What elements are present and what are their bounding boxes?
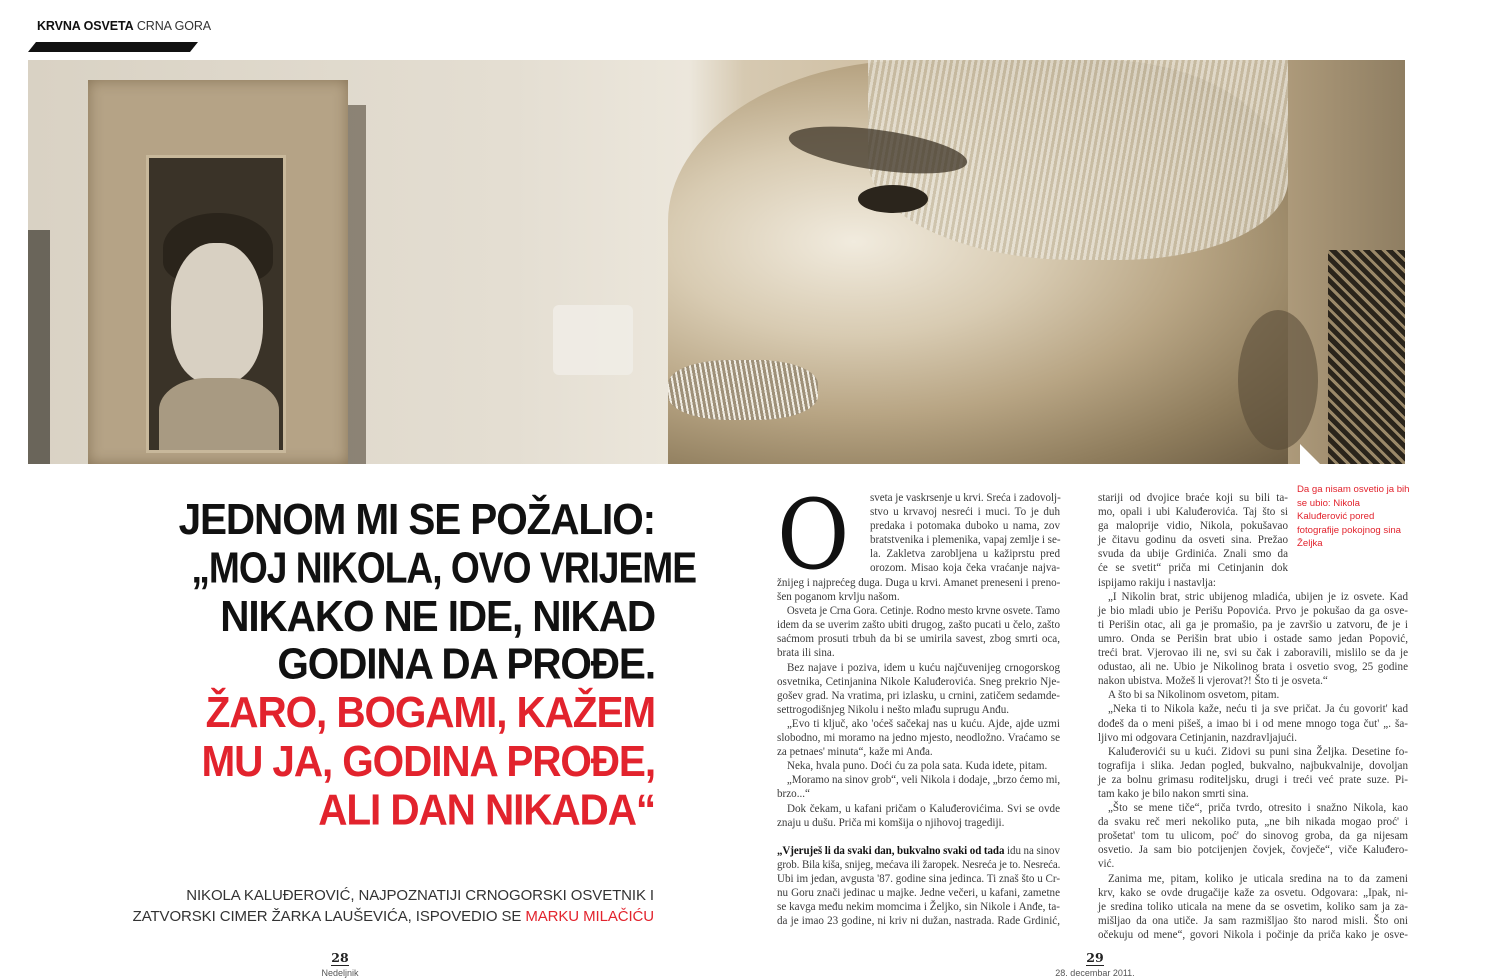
text-line: nu Goru znači jedinac u majke. Jedne večeri, u kafani, zametne (777, 886, 1060, 899)
man-jacket (1328, 250, 1405, 464)
text-line: „Neka ti to Nikola kaže, neću ti ja sve pričat. Ja ću govorit' kad (1108, 703, 1408, 716)
text-line: prošetat' tom tu ulicom, poć' do sinovog groba, da ga nijesam (1098, 830, 1408, 843)
candle-holder (553, 305, 633, 375)
section-label-light: CRNA GORA (136, 19, 211, 33)
section-label (37, 19, 211, 33)
man-ear (1238, 310, 1318, 450)
dropcap-lines (870, 491, 1060, 576)
section-bar (28, 42, 198, 52)
text-line: Osveta je Crna Gora. Cetinje. Rodno mesto krvne osvete. Tamo (786, 605, 1060, 618)
paragraph-spacer (777, 830, 1060, 844)
text-line: ti Perišin otac, ali ga je promašio, pa je završio u zatvoru, đe je i (1098, 618, 1408, 631)
text-line: tografija i slika. Jedan pogled, bukvalno, najbukvalnije, dovoljan (1098, 759, 1408, 772)
lead-rest: idu na sinov (1007, 844, 1060, 857)
photo-dark-edge (28, 230, 50, 464)
portrait-face (171, 243, 263, 383)
man-eye (858, 185, 928, 213)
text-line: A što bi sa Nikolinom osvetom, pitam. (1108, 689, 1280, 702)
portrait-collar (159, 378, 279, 453)
text-line: ispijamo rakiju i nastavlja: (1098, 576, 1217, 589)
text-line: grob. Bila kiša, snijeg, mećava ili žaropek. Nesreća je to. Nesreća. (777, 858, 1061, 871)
text-line: idem da se uverim zašto ubiti drugog, zašto pucati u čelo, zašto (777, 619, 1060, 632)
text-line: saćmom prosuti trbuh da bi se umirila savest, zbog smrti oca, (777, 633, 1060, 646)
text-line: gošev grad. Na vratima, pri izlasku, u crnini, zatičem sedamde- (777, 689, 1060, 702)
text-line: za petnaes' minuta“, kaže mi Anđa. (777, 746, 933, 759)
issue-date: 28. decembar 2011. (1055, 968, 1135, 978)
portrait-of-son (146, 155, 286, 453)
dropcap: O (777, 479, 850, 591)
caption-pointer-icon (1300, 444, 1322, 464)
text-line: brata ili sina. (777, 647, 835, 660)
text-line: Dok čekam, u kafani pričam o Kaluđerovićima. Svi se ovde (787, 802, 1060, 815)
text-line: Ubi im jedan, avgusta '87. godine sina jedinca. Ti znaš što u Cr- (777, 872, 1061, 885)
text-line: „I Nikolin brat, stric ubijenog mladića, ubijen je iz osvete. Kad (1108, 590, 1408, 603)
page-number-right: 29 (1086, 950, 1104, 965)
text-line: da je imao 23 godine, ni kriv ni dužan, nastrada. Rade Grdinić, (777, 915, 1060, 928)
man-mustache (668, 360, 818, 420)
text-line: ljivo mi odgovara Cetinjanin, nazdravljajući. (1098, 731, 1298, 744)
section-label-bold: KRVNA OSVETA (37, 19, 134, 33)
article-column-1 (777, 479, 1061, 928)
text-line: je za bolnu grimasu roditeljsku, drugi i treći već prate suze. Pi- (1098, 773, 1408, 786)
headline-line: GODINA DA PROĐE. (277, 639, 655, 689)
text-line: nakon ubistva. Možeš li vjerovat?! Što ti je osveta.“ (1098, 675, 1328, 688)
page-number-left: 28 (331, 950, 349, 965)
text-line: la. Zakletva zarobljena u kažiprstu pred (870, 548, 1060, 561)
text-line: umro. Onda se Perišin brat ubio i ostade samo jedan Popović, (1098, 632, 1408, 645)
headline-line-red: ŽARO, BOGAMI, KAŽEM (205, 687, 655, 738)
headline-line: NIKAKO NE IDE, NIKAD (220, 590, 655, 641)
text-line: Bez najave i poziva, idem u kuću najčuvenijeg crnogorskog (787, 661, 1060, 674)
deck-line: NIKOLA KALUĐEROVIĆ, NAJPOZNATIJI CRNOGORSKI OSVETNIK I (186, 887, 654, 904)
deck-line (130, 906, 654, 927)
text-line: mišljao da ona utiče. Ja sam razmišljao što narod misli. Što oni (1098, 914, 1408, 927)
deck-line-text: ZATVORSKI CIMER ŽARKA LAUŠEVIĆA, ISPOVEDIO SE (132, 908, 522, 925)
text-line: stariji od dvojice braće koji su bili ta- (1098, 492, 1288, 504)
text-line: slobodno, mi moramo na jedno mjesto, neodložno. Vraćamo se (777, 732, 1060, 745)
text-line: treći brat. Vjerovao ili ne, svi su čak i zaboravili, mislilo se da je (1098, 647, 1408, 660)
text-line: krv, kako se ovde drugačije kaže za osvetu. Odgovara: „Ipak, ni- (1098, 886, 1408, 899)
text-line: vić. (1098, 858, 1115, 871)
lead-paragraph-start (777, 844, 1060, 858)
text-line: dođeš da o meni pišeš, a imao bi i od mene mnogo toga čut' „. ša- (1098, 717, 1408, 730)
text-line: je čitavu godinu da osveti sina. Prežao (1098, 534, 1288, 547)
text-line: je sredina toliko uticala na mene da se osvetim, koliko sam ja za- (1098, 900, 1408, 913)
text-line: Kaluđerovići su u kući. Zidovi su puni sina Željka. Desetine fo- (1108, 745, 1408, 758)
text-line: brzo...“ (777, 788, 810, 801)
headline-line: „MOJ NIKOLA, OVO VRIJEME (191, 542, 697, 592)
text-line: „Evo ti ključ, ako 'oćeš sačekaj nas u kuću. Ajde, ajde uzmi (787, 717, 1060, 730)
deck (130, 885, 654, 927)
folio-right (1040, 947, 1150, 978)
text-line: settrogodišnjeg Nikolu i nešto mlađu suprugu Anđu. (777, 703, 1010, 716)
text-line: orozom. Misao koja čeka vraćanje najva- (870, 562, 1060, 575)
text-line: Zanima me, pitam, koliko je uticala sredina na to da zameni (1108, 872, 1408, 885)
headline (150, 493, 697, 834)
text-line: da svaku reč meri nekoliko puta, „ne bih nikada mogao proć' i (1098, 816, 1408, 829)
headline-line-red: MU JA, GODINA PROĐE, (201, 735, 655, 786)
text-line: žnijeg i najprećeg duga. Duga u krvi. Amanet preneseni i preno- (777, 577, 1061, 589)
photo-frame-shadow (348, 105, 366, 464)
column-2-text (1098, 491, 1408, 942)
headline-line-red: ALI DAN NIKADA“ (318, 784, 655, 834)
text-line: „Što se mene tiče“, priča tvrdo, otresito i snažno Nikola, kao (1108, 802, 1408, 815)
text-line: tam kako je bilo nakon smrti sina. (1098, 787, 1249, 800)
text-line: osvetio. Ja sam bio potcijenjen čovjek, čovječe“, viče Kaluđero- (1098, 844, 1408, 857)
text-line: „Moramo na sinov grob“, veli Nikola i dodaje, „brzo ćemo mi, (786, 774, 1061, 787)
section-header (28, 13, 211, 45)
headline-line: JEDNOM MI SE POŽALIO: (178, 493, 655, 544)
author-name: MARKU MILAČIĆU (525, 908, 654, 925)
text-line: stvo u krvavoj nesreći i muci. To je duh (870, 506, 1060, 519)
text-line: ga maloprije vidio, Nikola, pokušavao (1098, 520, 1288, 533)
lead-bold: „Vjeruješ li da svaki dan, bukvalno svaki od tada (777, 844, 1005, 857)
column-1-tail (777, 858, 1060, 928)
column-1-text (777, 576, 1060, 830)
photo-caption: Da ga nisam osvetio ja bih se ubio: Nikola Kaluđerović pored fotografije pokojnog sina Željka (1297, 484, 1410, 549)
text-line: će se svetit“ priča mi Cetinjanin dok (1098, 562, 1288, 575)
text-line: mo, opali i ubi Kaluđerovića. Taj što si (1098, 506, 1288, 519)
publication-name: Nedeljnik (321, 968, 359, 978)
folio-left (300, 947, 380, 978)
text-line: očekuju od mene“, govori Nikola i počinje da priča kako je osve- (1098, 928, 1408, 941)
text-line: sveta je vaskrsenje u krvi. Sreća i zadovolj- (870, 492, 1061, 504)
text-line: osvetnika, Cetinjanina Nikole Kaluđerovića. Sneg prekrio Nje- (777, 675, 1060, 688)
text-line: bratstvenika i plemenika, vapaj zemlje i se- (870, 534, 1061, 547)
text-line: se kavga među nekim momcima i Željko, sin Nikole i Anđe, ta- (777, 901, 1060, 914)
article-column-2 (1098, 491, 1408, 942)
text-line: šen poganom krvlju našom. (777, 591, 900, 604)
text-line: znaju u dušu. Priča mi komšija o njihovoj tragediji. (777, 816, 1005, 829)
hero-photo (28, 60, 1405, 464)
text-line: Neka, hvala puno. Doći ću za pola sata. Kuda idete, pitam. (787, 760, 1048, 773)
text-line: je bio mladi ubio je Perišu Popovića. Prvo je pokušao da ga osve- (1098, 604, 1408, 617)
text-line: odustao, ali ne. Ubio je Nikolinog brata i osvetio svog, 25 godine (1098, 661, 1408, 674)
text-line: svuda da ubije Grdinića. Znali smo da (1098, 548, 1288, 561)
text-line: predaka i potomaka duboko u nama, zov (870, 520, 1060, 533)
